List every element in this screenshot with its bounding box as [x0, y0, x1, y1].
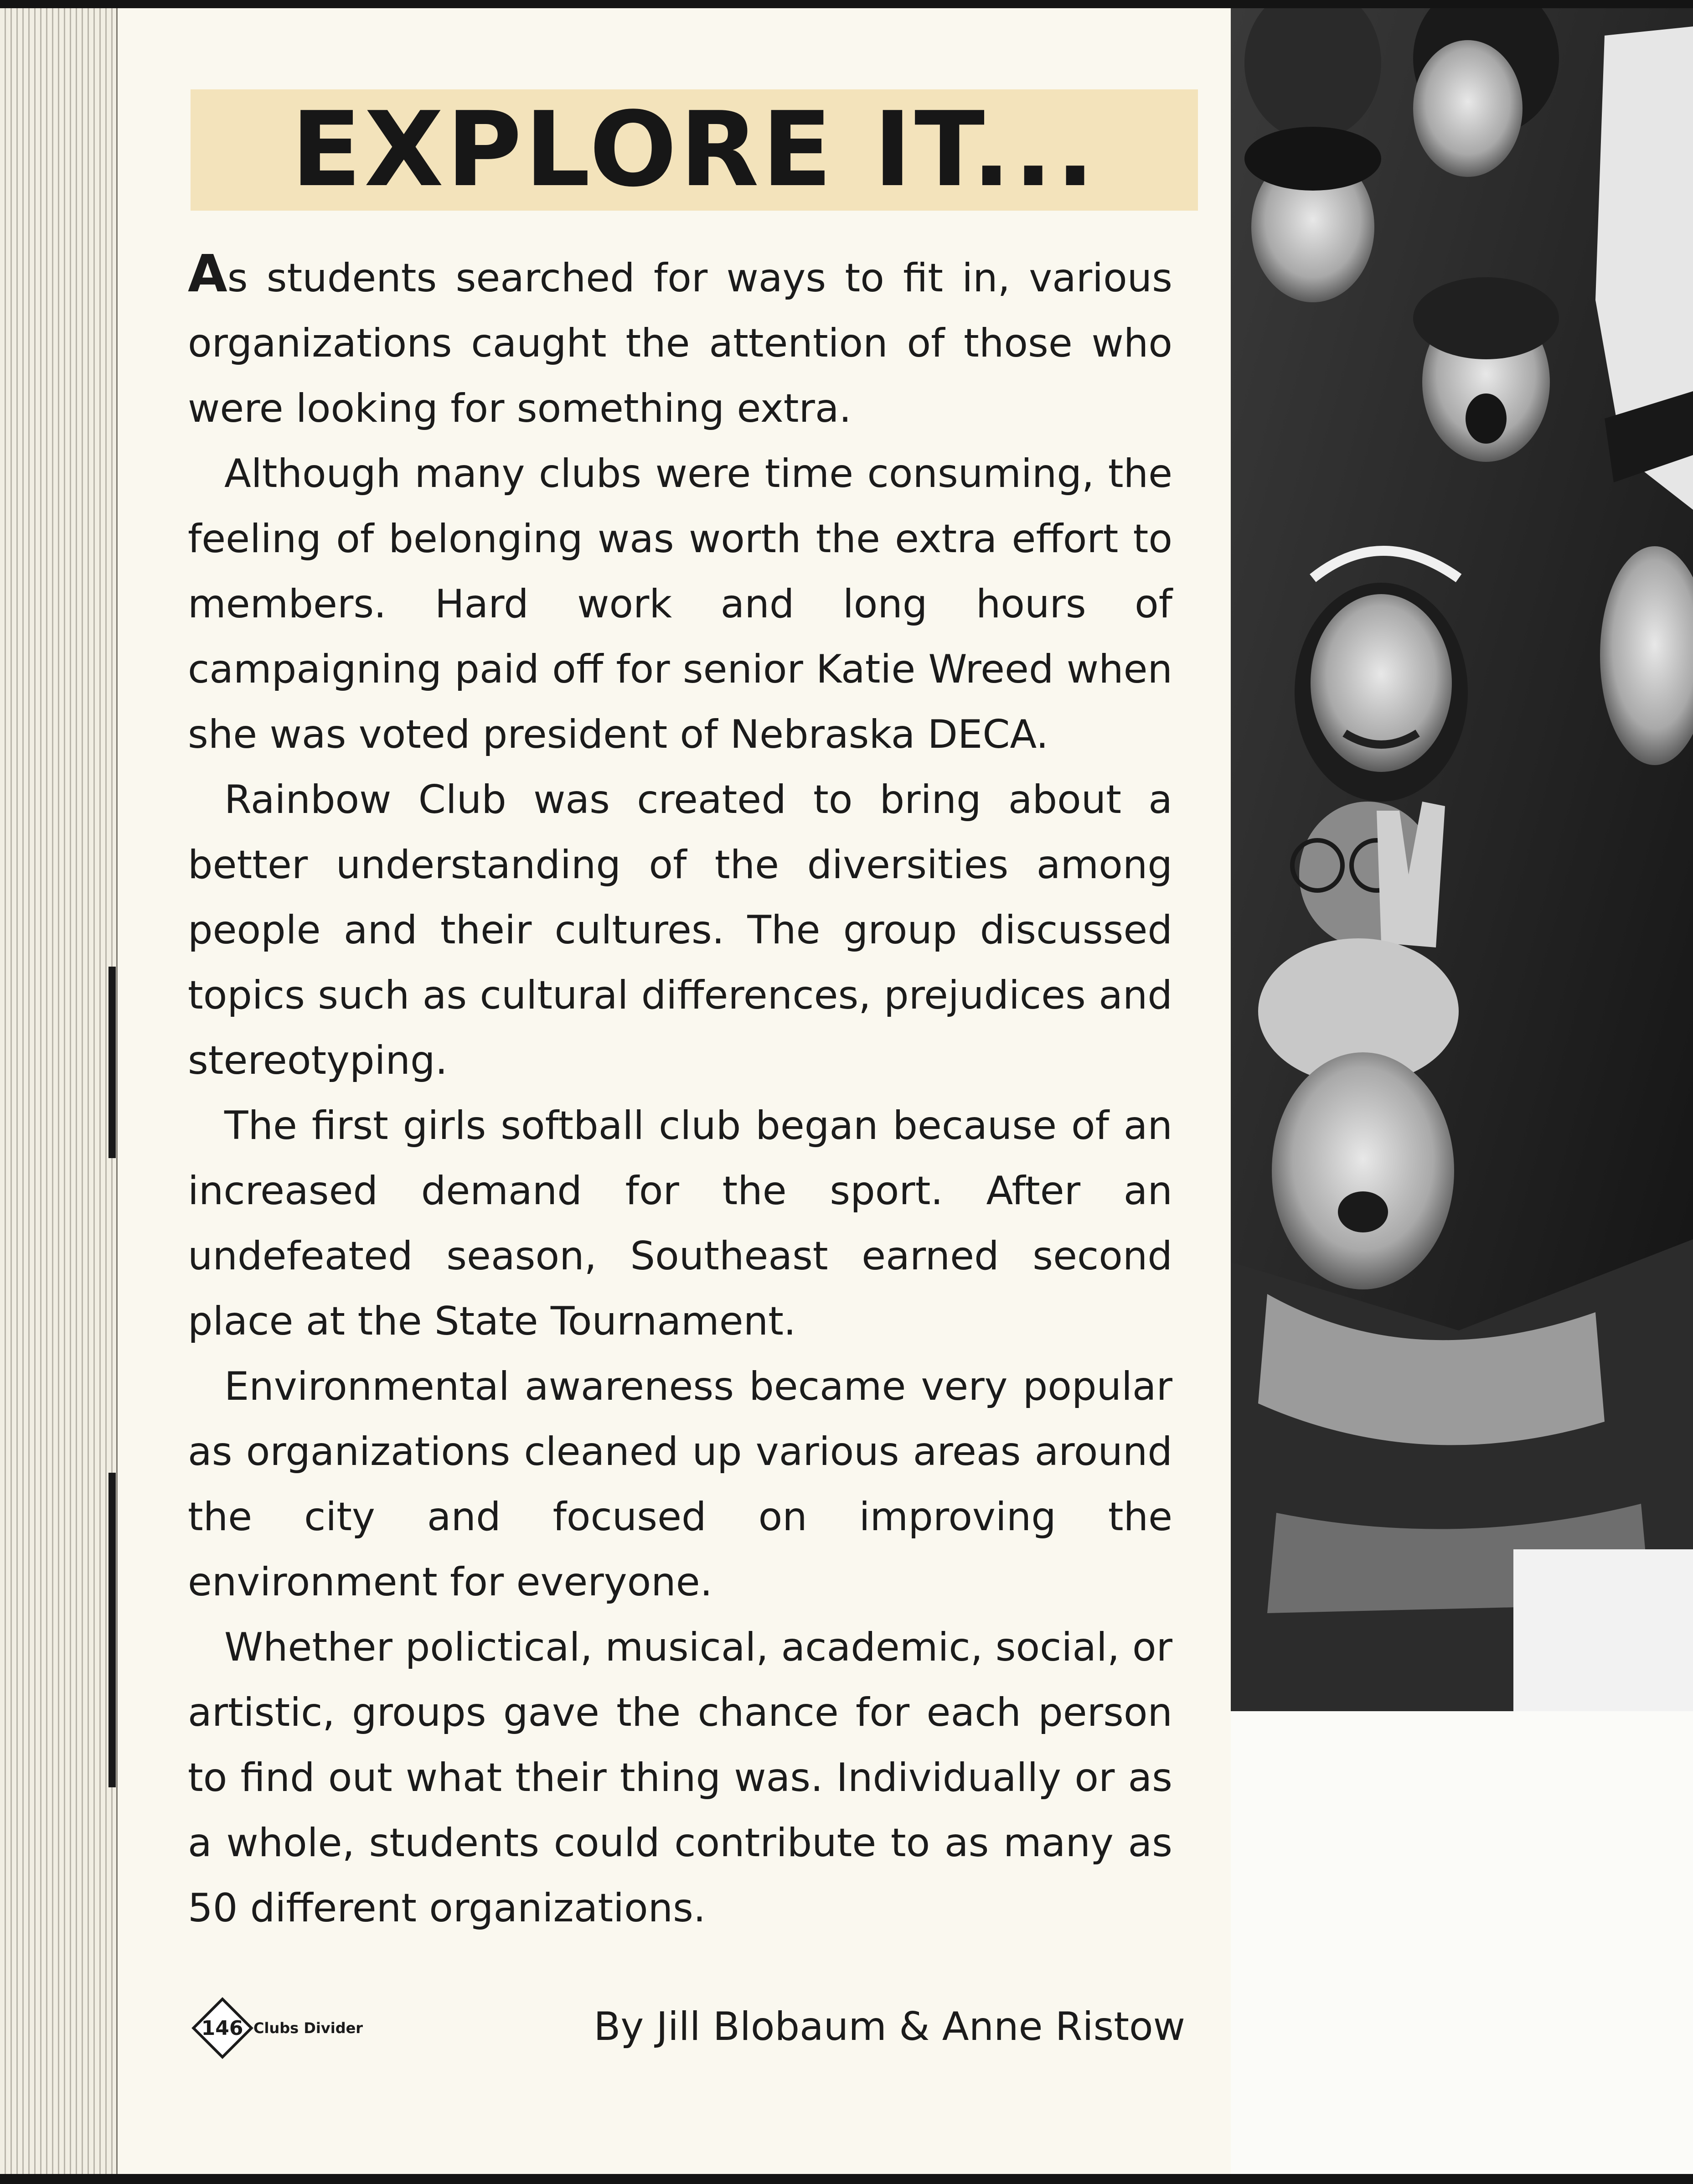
page-stack-edge: [0, 0, 118, 2184]
section-label: Clubs Divider: [253, 2019, 363, 2037]
diamond-icon: [191, 1997, 253, 2059]
scan-top-edge: [0, 0, 1693, 8]
page-title: EXPLORE IT...: [291, 90, 1098, 210]
byline: By Jill Blobaum & Anne Ristow: [594, 2004, 1185, 2049]
crowd-photo-illustration: [1231, 8, 1693, 1711]
paragraph: Environmental awareness became very popular as organizations cleaned up various areas around the city and focused on improving the environment for everyone.: [188, 1364, 1172, 1605]
title-band: [191, 89, 1198, 211]
paragraph: Although many clubs were time consuming, the feeling of belonging was worth the extra effort to members. Hard work and long hours of campaigning paid off for senior Katie Wreed when she was voted president of Nebraska DECA.: [188, 451, 1172, 757]
page-number: 146: [201, 2016, 243, 2040]
paragraph-text: s students searched for ways to fit in, various organizations caught the attention of those who were looking for something extra.: [188, 255, 1172, 431]
folio: [201, 2006, 363, 2050]
paragraph: Rainbow Club was created to bring about a better understanding of the diversities among people and their cultures. The group discussed topics such as cultural differences, prejudices and stereotyping.: [188, 777, 1172, 1083]
drop-cap: A: [188, 244, 227, 304]
scan-bottom-edge: [0, 2174, 1693, 2184]
blank-area: [1231, 1711, 1693, 2174]
paragraph: Whether polictical, musical, academic, social, or artistic, groups gave the chance for each person to find out what their thing was. Individually or as a whole, students could contribute to as many as 50 different organizations.: [188, 1625, 1172, 1931]
article-body: [188, 242, 1172, 1941]
page-edge-mark: [108, 967, 116, 1158]
page-edge-mark: [108, 1473, 116, 1787]
paragraph: [188, 242, 1172, 441]
crowd-photo: [1231, 8, 1693, 1711]
paragraph: The first girls softball club began because of an increased demand for the sport. After an undefeated season, Southeast earned second place at the State Tournament.: [188, 1103, 1172, 1344]
